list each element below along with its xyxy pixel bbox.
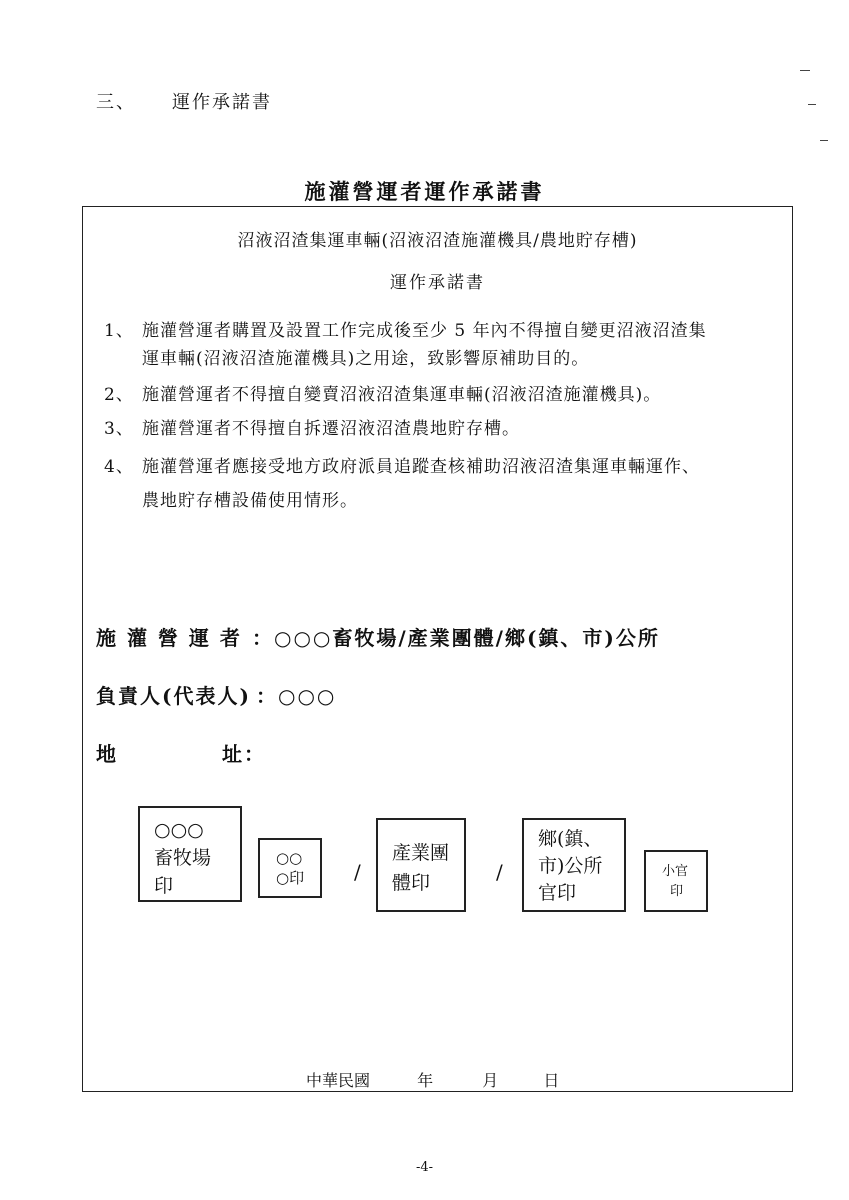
seal-text: 鄉(鎮、 bbox=[538, 828, 603, 850]
responsible-value: ：○○○ bbox=[256, 684, 337, 708]
farm-seal bbox=[138, 806, 242, 902]
item-text: 運車輛(沼液沼渣施灌機具)之用途，致影響原補助目的。 bbox=[142, 349, 590, 369]
operator-label: 施 灌 營 運 者 bbox=[96, 626, 242, 650]
item-text: 農地貯存槽設備使用情形。 bbox=[142, 491, 358, 511]
item-number: 3、 bbox=[104, 419, 134, 439]
scan-mark bbox=[800, 70, 810, 71]
item-number: 2、 bbox=[104, 385, 134, 405]
date-year: 年 bbox=[417, 1071, 434, 1090]
seal-text: 市)公所 bbox=[538, 855, 603, 877]
document-subtitle-2: 運作承諾書 bbox=[390, 273, 485, 293]
group-seal bbox=[376, 818, 466, 912]
item-text: 施灌營運者不得擅自變賣沼液沼渣集運車輛(沼液沼渣施灌機具)。 bbox=[142, 385, 662, 405]
township-official-seal bbox=[644, 850, 708, 912]
document-title: 施灌營運者運作承諾書 bbox=[304, 179, 545, 204]
scan-mark bbox=[808, 104, 816, 105]
seal-text: 印 bbox=[670, 884, 684, 899]
seal-text: 畜牧場 bbox=[154, 847, 212, 869]
seal-text: 印 bbox=[154, 875, 174, 897]
date-month: 月 bbox=[482, 1071, 499, 1090]
item-number: 4、 bbox=[104, 457, 134, 477]
seal-text: 產業團 bbox=[392, 842, 450, 864]
item-text: 施灌營運者不得擅自拆遷沼液沼渣農地貯存槽。 bbox=[142, 419, 520, 439]
separator-slash: / bbox=[496, 860, 503, 884]
separator-slash: / bbox=[354, 860, 361, 884]
seal-text: 體印 bbox=[392, 872, 431, 894]
township-seal bbox=[522, 818, 626, 912]
responsible-label: 負責人(代表人) bbox=[96, 684, 251, 708]
date-prefix: 中華民國 bbox=[306, 1071, 371, 1090]
item-text: 施灌營運者購置及設置工作完成後至少 5 年內不得擅自變更沼液沼渣集 bbox=[142, 321, 707, 341]
address-label-2: 址： bbox=[222, 742, 266, 766]
section-number: 三、 bbox=[96, 92, 136, 113]
seal-text: 小官 bbox=[662, 864, 689, 879]
seal-text: ○○○ bbox=[154, 819, 204, 841]
seal-text: ○印 bbox=[276, 869, 305, 887]
seal-text: ○○ bbox=[276, 849, 303, 867]
date-day: 日 bbox=[543, 1071, 560, 1090]
document-subtitle: 沼液沼渣集運車輛(沼液沼渣施灌機具/農地貯存槽) bbox=[237, 231, 638, 251]
seal-text: 官印 bbox=[538, 882, 577, 904]
page-number: -4- bbox=[415, 1160, 434, 1175]
section-title: 運作承諾書 bbox=[172, 92, 272, 113]
farm-owner-seal bbox=[258, 838, 322, 898]
item-number: 1、 bbox=[104, 321, 134, 341]
scan-mark bbox=[820, 140, 828, 141]
address-label: 地 bbox=[96, 742, 118, 766]
date-line bbox=[306, 1068, 559, 1091]
item-text: 施灌營運者應接受地方政府派員追蹤查核補助沼液沼渣集運車輛運作、 bbox=[142, 457, 700, 477]
operator-value: ：○○○畜牧場/產業團體/鄉(鎮、市)公所 bbox=[252, 626, 660, 650]
